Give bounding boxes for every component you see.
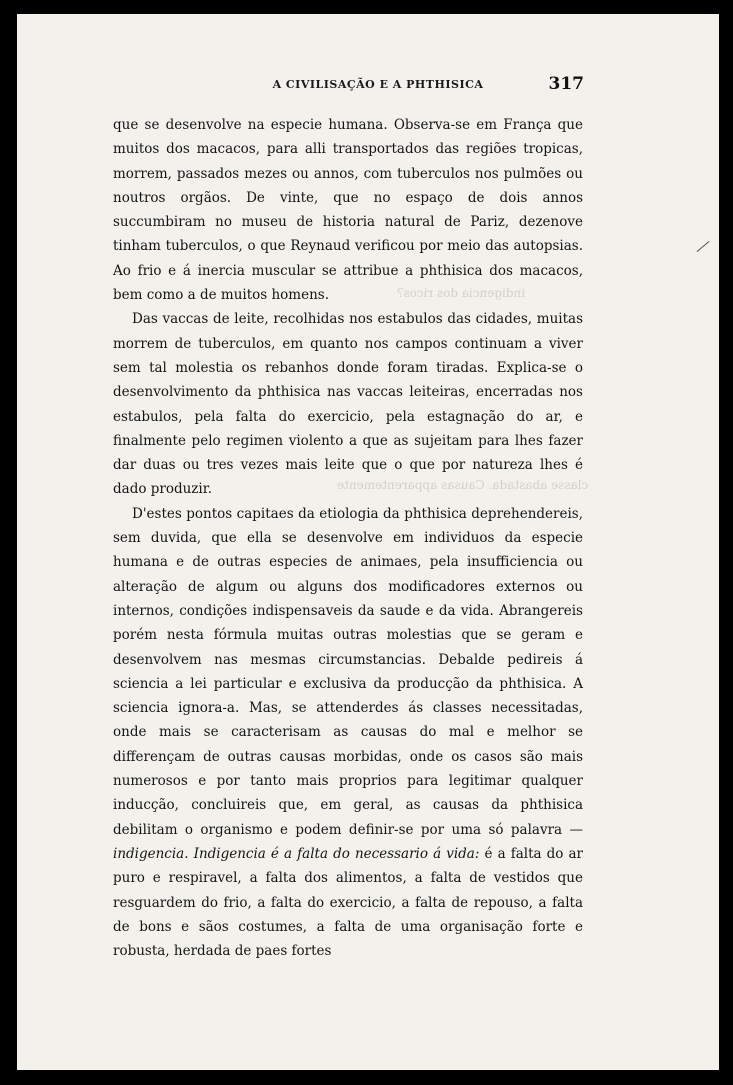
bleed-through-text: classe abastada. Causas apparentemente [337,478,589,492]
paragraph-2-text: Das vaccas de leite, recolhidas nos estabulos das cidades, muitas morrem de tuberculos, em quanto nos campos continuam a viver sem tal molestia os rebanhos donde foram tiradas. Explica-se o desenvolvimento da phthisica nas vaccas leiteiras, encerradas nos estabulos, pela falta do exercicio, pela estagnação do ar, e finalmente pelo regimen violento a que as sujeitam para lhes fazer dar duas ou tres vezes mais leite que o que por natureza lhes é dado produzir. [113,311,583,498]
book-page [17,14,719,1070]
running-title: A CIVILISAÇÃO E A PHTHISICA [272,78,484,91]
page-header [17,74,719,98]
margin-mark [697,241,710,252]
body-text [113,113,583,963]
paragraph-3-italic-definition: indigencia. Indigencia é a falta do necessario á vida: [113,845,480,862]
paragraph-1 [113,113,583,307]
bleed-through-text: indigencia dos ricos? [397,286,526,300]
paragraph-3-text-continued: é a falta do ar puro e respiravel, a falta dos alimentos, a falta de vestidos que resguardem do frio, a falta do exercicio, a falta de repouso, a falta de bons e sãos costumes, a falta de uma organisação forte e robusta, herdada de paes fortes [113,845,584,960]
paragraph-1-text: que se desenvolve na especie humana. Observa-se em França que muitos dos macacos, para alli transportados das regiões tropicas, morrem, passados mezes ou annos, com tuberculos nos pulmões ou noutros orgãos. De vinte, que no espaço de dois annos succumbiram no museu de historia natural de Pariz, dezenove tinham tuberculos, o que Reynaud verificou por meio das autopsias. Ao frio e á inercia muscular se attribue a phthisica dos macacos, bem como a de muitos homens. [113,117,583,304]
paragraph-3-text: D'estes pontos capitaes da etiologia da phthisica deprehendereis, sem duvida, que ella se desenvolve em individuos da especie humana e de outras especies de animaes, pela insufficiencia ou alteração de algum ou alguns dos modificadores externos ou internos, condições indispensaveis da saude e da vida. Abrangereis porém nesta fórmula muitas outras molestias que se geram e desenvolvem nas mesmas circumstancias. Debalde pedireis á sciencia a lei particular e exclusiva da producção da phthisica. A sciencia ignora-a. Mas, se attenderdes ás classes necessitadas, onde mais se caracterisam as causas do mal e melhor se differençam de outras causas morbidas, onde os casos são mais numerosos e por tanto mais proprios para legitimar qualquer inducção, concluireis que, em geral, as causas da phthisica debilitam o organismo e podem definir-se por uma só palavra — [113,505,583,838]
paragraph-3 [113,502,583,964]
page-number: 317 [548,74,584,94]
paragraph-2 [113,307,583,501]
